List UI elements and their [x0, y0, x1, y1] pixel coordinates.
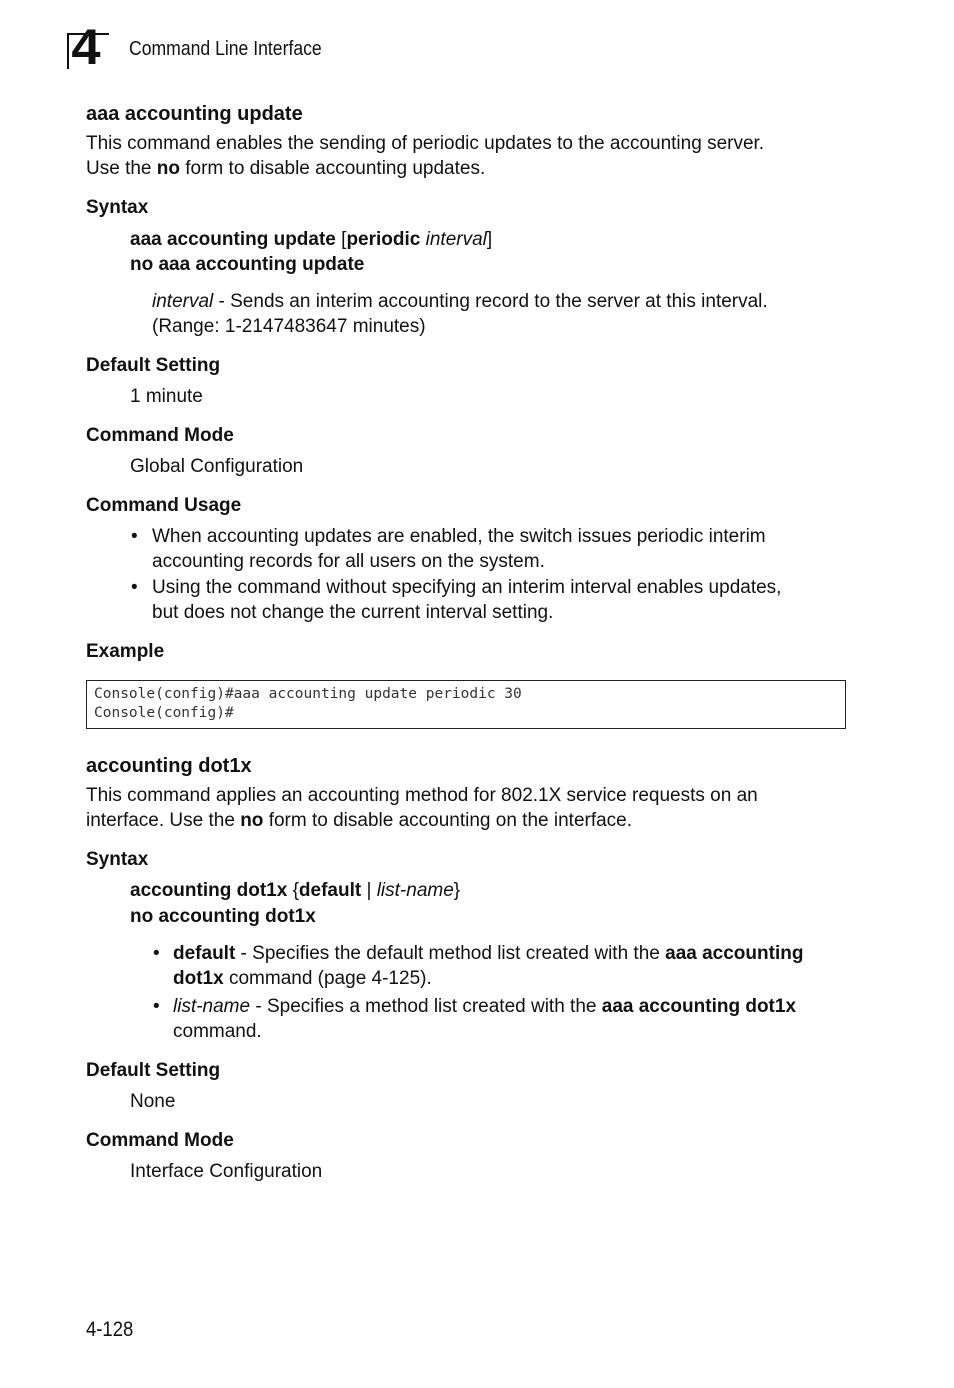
usage-item: Using the command without specifying an interim interval enables updates,: [152, 577, 782, 598]
bullet-marker: •: [131, 577, 138, 598]
syntax-no-command: no accounting dot1x: [130, 906, 316, 927]
command-mode-value: Interface Configuration: [130, 1161, 323, 1182]
description-line: This command enables the sending of periodic updates to the accounting server.: [86, 133, 765, 154]
parameter-item: command.: [173, 1021, 262, 1042]
default-setting-value: None: [130, 1091, 176, 1112]
parameter-description: interval - Sends an interim accounting record to the server at this interval.: [152, 291, 768, 312]
usage-item: When accounting updates are enabled, the switch issues periodic interim: [152, 526, 766, 547]
syntax-command: accounting dot1x {default | list-name}: [130, 880, 461, 901]
code-line: Console(config)#: [94, 705, 234, 721]
description-line: Use the no form to disable accounting updates.: [86, 158, 486, 179]
section-title-accounting-dot1x: accounting dot1x: [86, 755, 252, 777]
command-mode-value: Global Configuration: [130, 456, 304, 477]
bullet-marker: •: [131, 526, 138, 547]
running-title: Command Line Interface: [129, 38, 322, 60]
usage-item: but does not change the current interval setting.: [152, 602, 554, 623]
default-setting-heading: Default Setting: [86, 355, 221, 376]
bullet-marker: •: [153, 996, 160, 1017]
syntax-heading: Syntax: [86, 849, 149, 870]
chapter-number: 4: [71, 19, 100, 75]
page-number: 4-128: [86, 1318, 134, 1341]
description-line: interface. Use the no form to disable accounting on the interface.: [86, 810, 633, 831]
default-setting-heading: Default Setting: [86, 1060, 221, 1081]
command-usage-heading: Command Usage: [86, 495, 242, 516]
syntax-no-command: no aaa accounting update: [130, 254, 365, 275]
section-title-aaa-accounting-update: aaa accounting update: [86, 103, 303, 125]
example-heading: Example: [86, 641, 165, 662]
usage-item: accounting records for all users on the system.: [152, 551, 545, 572]
parameter-range: (Range: 1-2147483647 minutes): [152, 316, 426, 337]
command-mode-heading: Command Mode: [86, 1130, 234, 1151]
bullet-marker: •: [153, 943, 160, 964]
description-line: This command applies an accounting method for 802.1X service requests on an: [86, 785, 758, 806]
syntax-command: aaa accounting update [periodic interval]: [130, 229, 493, 250]
code-example: [86, 680, 846, 729]
parameter-item: list-name - Specifies a method list created with the aaa accounting dot1x: [173, 996, 797, 1017]
syntax-heading: Syntax: [86, 197, 149, 218]
parameter-item: default - Specifies the default method list created with the aaa accounting: [173, 943, 804, 964]
code-line: Console(config)#aaa accounting update periodic 30: [94, 686, 522, 702]
parameter-item: dot1x command (page 4-125).: [173, 968, 432, 989]
command-mode-heading: Command Mode: [86, 425, 234, 446]
default-setting-value: 1 minute: [130, 386, 203, 407]
